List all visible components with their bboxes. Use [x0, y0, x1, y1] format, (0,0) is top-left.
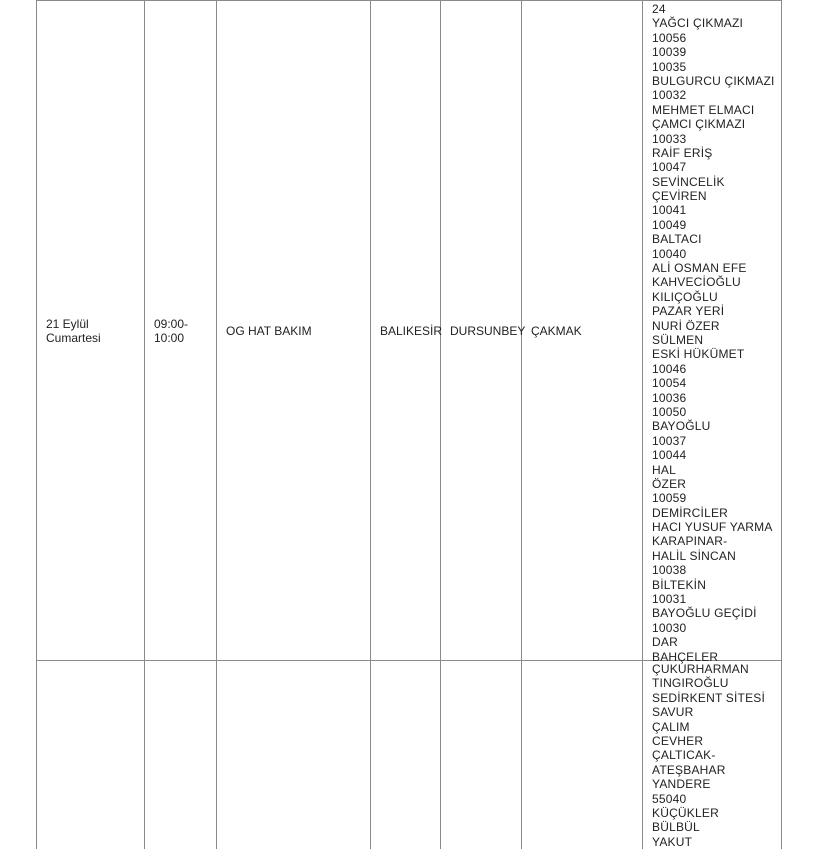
col-border [144, 0, 145, 849]
col-border [781, 0, 782, 849]
location-item: HALİL SİNCAN [652, 548, 736, 563]
location-item: ÇALIM [652, 719, 690, 734]
district-cell: DURSUNBEY [450, 324, 526, 338]
location-item: KILIÇOĞLU [652, 289, 718, 304]
location-item: 10030 [652, 620, 687, 635]
location-item: BAHÇELER [652, 649, 719, 664]
location-item: RAİF ERİŞ [652, 145, 713, 160]
location-item: KAHVECİOĞLU [652, 275, 741, 290]
location-item: ÇEVİREN [652, 189, 707, 204]
col-border [642, 0, 643, 849]
location-item: YANDERE [652, 777, 711, 792]
date-line-2: Cumartesi [46, 331, 101, 346]
location-item: 10036 [652, 390, 687, 405]
location-item: 10038 [652, 563, 687, 578]
location-item: 10032 [652, 88, 687, 103]
location-item: 10044 [652, 448, 687, 463]
location-item: 10050 [652, 404, 687, 419]
location-item: BAYOĞLU GEÇİDİ [652, 606, 757, 621]
location-item: ÇAMCI ÇIKMAZI [652, 117, 746, 132]
time-line-2: 10:00 [154, 331, 185, 346]
location-item: ALİ OSMAN EFE [652, 261, 747, 276]
location-item: YAĞCI ÇIKMAZI [652, 16, 744, 31]
location-item: NURİ ÖZER [652, 318, 720, 333]
time-line-1: 09:00- [154, 317, 189, 331]
location-item: BİLTEKİN [652, 577, 707, 592]
location-item: BULGURCU ÇIKMAZI [652, 73, 775, 88]
col-border [521, 0, 522, 849]
location-item: 10035 [652, 59, 687, 74]
location-item: CEVHER [652, 733, 704, 748]
location-item: HAL [652, 462, 676, 477]
location-item: 10040 [652, 246, 687, 261]
date-line-1: 21 Eylül [46, 317, 89, 331]
location-item: 24 [652, 2, 666, 16]
location-item: 10037 [652, 433, 687, 448]
location-item: 10033 [652, 131, 687, 146]
col-border [216, 0, 217, 849]
province-cell: BALIKESİR [380, 324, 443, 338]
location-item: DEMİRCİLER [652, 505, 729, 520]
location-item: TINGIROĞLU [652, 676, 729, 691]
location-item: SEVİNCELİK [652, 174, 725, 189]
location-item: BÜLBÜL [652, 820, 700, 835]
location-item: ÇUKURHARMAN [652, 662, 749, 676]
location-item: 10031 [652, 592, 687, 607]
location-item: 10046 [652, 361, 687, 376]
location-item: ÇALTICAK- [652, 748, 716, 763]
location-item: 10039 [652, 45, 687, 60]
location-item: MEHMET ELMACI [652, 102, 755, 117]
col-border [36, 0, 37, 849]
location-item: 10041 [652, 203, 687, 218]
location-item: SEDİRKENT SİTESİ [652, 690, 766, 705]
location-item: DAR [652, 635, 678, 650]
location-item: BALTACI [652, 232, 702, 247]
location-list-row1 [652, 2, 775, 664]
location-item: KÜÇÜKLER [652, 805, 719, 820]
location-item: BAYOĞLU [652, 419, 711, 434]
location-item: ÖZER [652, 476, 687, 491]
location-list-row2 [652, 662, 765, 849]
location-item: 10059 [652, 491, 687, 506]
location-item: SAVUR [652, 705, 694, 720]
location-item: PAZAR YERİ [652, 304, 725, 319]
date-cell [46, 317, 142, 346]
location-item: 10054 [652, 376, 687, 391]
table-top-border [36, 0, 782, 1]
col-border [370, 0, 371, 849]
time-cell [154, 317, 214, 346]
location-item: 10047 [652, 160, 687, 175]
location-item: 10056 [652, 30, 687, 45]
location-item: 10049 [652, 217, 687, 232]
col-border [440, 0, 441, 849]
location-item: ATEŞBAHAR [652, 762, 726, 777]
location-item: SÜLMEN [652, 332, 704, 347]
location-item: HACI YUSUF YARMA [652, 520, 773, 535]
area-cell: ÇAKMAK [531, 324, 582, 338]
location-item: YAKUT [652, 834, 693, 849]
location-item: KARAPINAR- [652, 534, 728, 549]
work-cell: OG HAT BAKIM [226, 324, 312, 338]
location-item: ESKİ HÜKÜMET [652, 347, 745, 362]
location-item: 55040 [652, 791, 687, 806]
